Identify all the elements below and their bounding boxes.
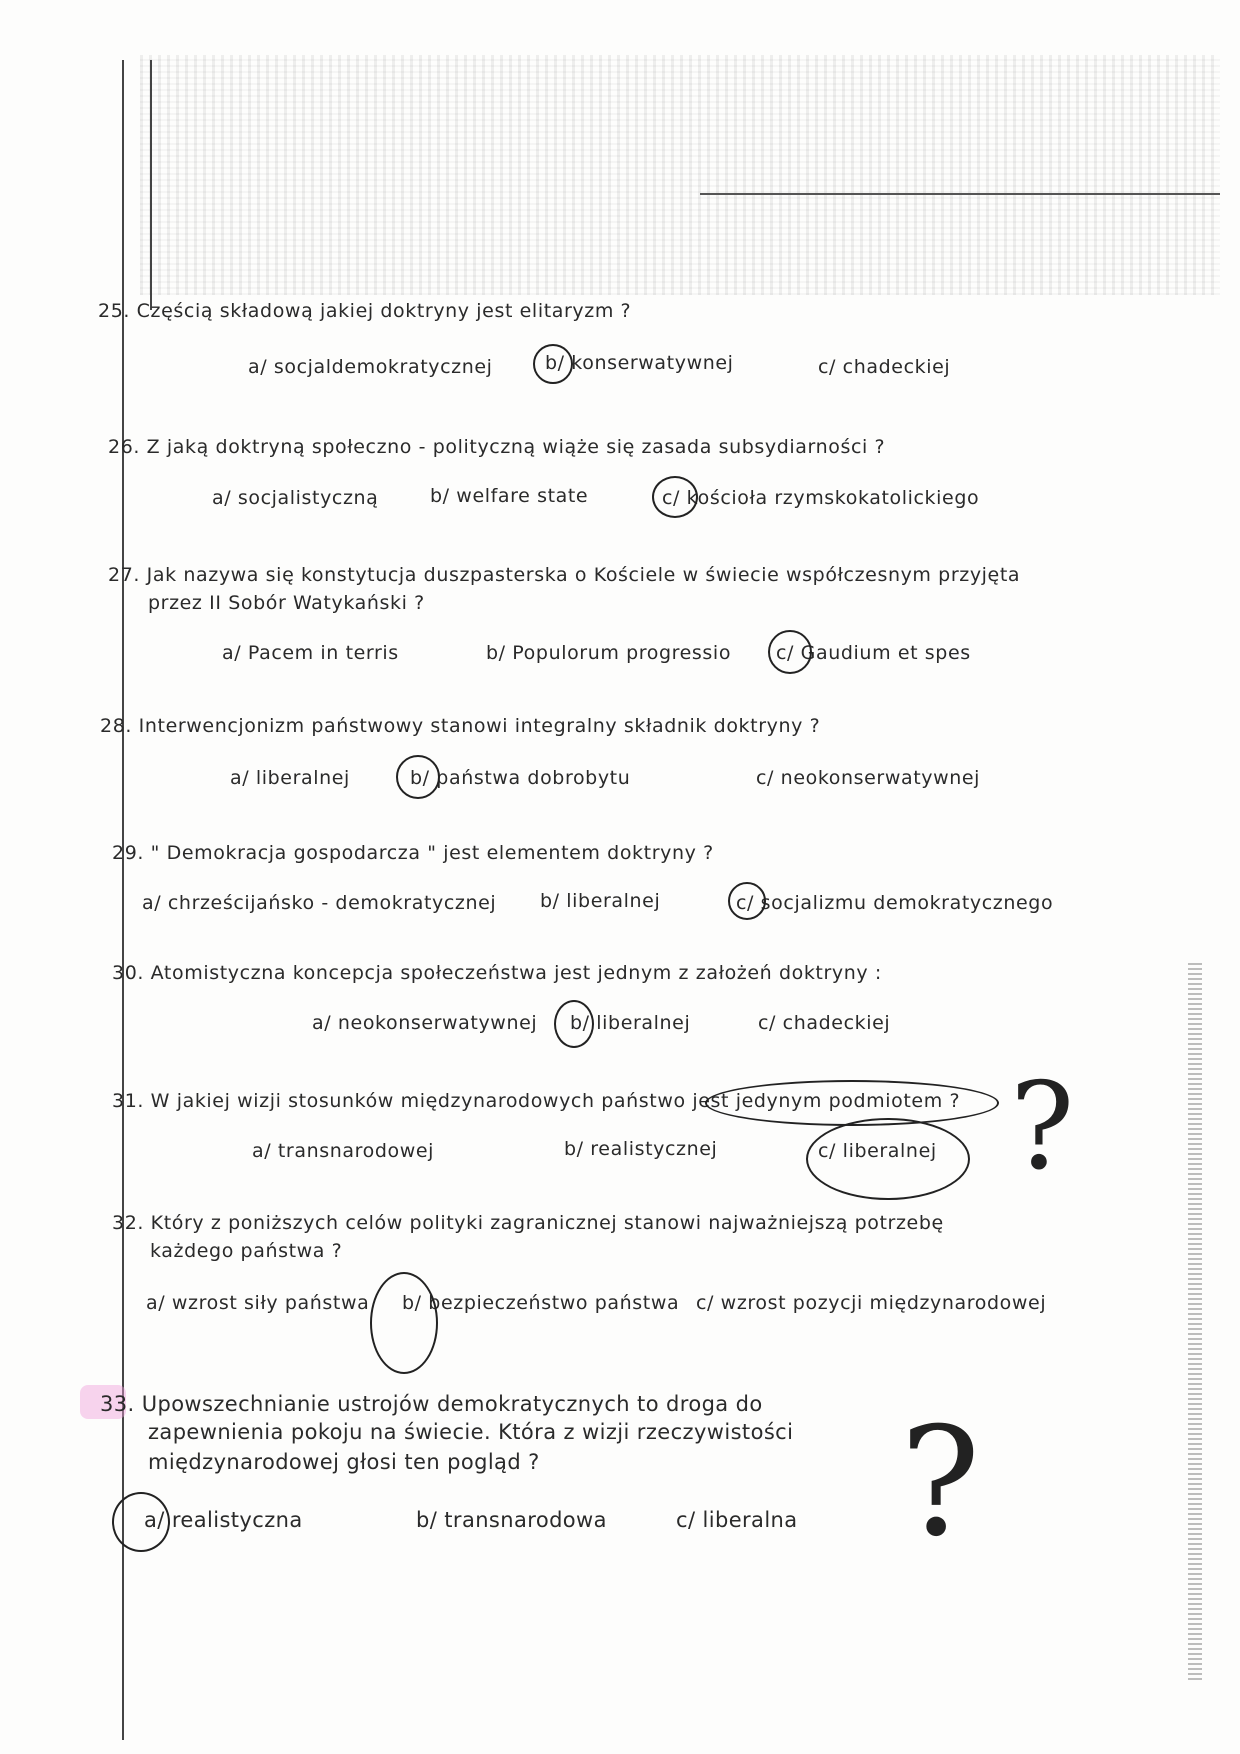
question-number: 32. — [112, 1212, 145, 1234]
question-29 — [112, 842, 714, 864]
question-32-line2: każdego państwa ? — [150, 1240, 343, 1262]
option-26c: c/ kościoła rzymskokatolickiego — [662, 487, 980, 509]
left-margin-line-inner — [150, 60, 152, 310]
question-25 — [98, 300, 631, 322]
option-27c: c/ Gaudium et spes — [776, 642, 971, 664]
answer-circle — [533, 344, 573, 384]
option-28b: b/ państwa dobrobytu — [410, 767, 631, 789]
answer-circle — [370, 1272, 438, 1374]
question-number: 31. — [112, 1090, 145, 1112]
question-33-line2: zapewnienia pokoju na świecie. Która z wizji rzeczywistości — [148, 1420, 794, 1444]
question-33-line3: międzynarodowej głosi ten pogląd ? — [148, 1450, 540, 1474]
question-33 — [100, 1392, 763, 1416]
option-33b: b/ transnarodowa — [416, 1508, 607, 1532]
underline-loop — [705, 1080, 999, 1126]
option-32c: c/ wzrost pozycji międzynarodowej — [696, 1292, 1047, 1314]
option-31a: a/ transnarodowej — [252, 1140, 435, 1162]
option-29c: c/ socjalizmu demokratycznego — [736, 892, 1054, 914]
question-text: Interwencjonizm państwowy stanowi integralny składnik doktryny ? — [138, 715, 821, 737]
question-number: 25. — [98, 300, 131, 322]
scan-edge-noise — [1188, 960, 1202, 1680]
question-text: Który z poniższych celów polityki zagranicznej stanowi najważniejszą potrzebę — [150, 1212, 944, 1234]
question-text: Częścią składową jakiej doktryny jest elitaryzm ? — [136, 300, 632, 322]
option-32a: a/ wzrost siły państwa — [146, 1292, 370, 1314]
answer-circle — [768, 630, 812, 674]
option-27a: a/ Pacem in terris — [222, 642, 399, 664]
option-31b: b/ realistycznej — [564, 1138, 718, 1160]
option-26a: a/ socjalistyczną — [212, 487, 379, 509]
header-rule — [700, 193, 1220, 195]
question-32 — [112, 1212, 944, 1234]
answer-circle — [728, 882, 766, 920]
option-33c: c/ liberalna — [676, 1508, 798, 1532]
question-28 — [100, 715, 820, 737]
option-30c: c/ chadeckiej — [758, 1012, 891, 1034]
question-text: Jak nazywa się konstytucja duszpasterska o Kościele w świecie współczesnym przyjęta — [146, 564, 1021, 586]
option-25c: c/ chadeckiej — [818, 356, 951, 378]
question-number: 26. — [108, 436, 141, 458]
question-number: 30. — [112, 962, 145, 984]
option-28a: a/ liberalnej — [230, 767, 350, 789]
option-30b: b/ liberalnej — [570, 1012, 691, 1034]
question-text: Z jaką doktryną społeczno - polityczną wiąże się zasada subsydiarności ? — [146, 436, 886, 458]
question-number: 33. — [100, 1392, 135, 1416]
option-29b: b/ liberalnej — [540, 890, 661, 912]
option-33a: a/ realistyczna — [144, 1508, 303, 1532]
answer-circle — [652, 476, 698, 518]
option-25b: b/ konserwatywnej — [545, 352, 734, 374]
option-31c: c/ liberalnej — [818, 1140, 937, 1162]
question-27-line2: przez II Sobór Watykański ? — [148, 592, 425, 614]
illegible-header-area — [140, 55, 1220, 295]
option-27b: b/ Populorum progressio — [486, 642, 732, 664]
question-text: " Demokracja gospodarcza " jest elementem doktryny ? — [150, 842, 714, 864]
handwritten-question-mark: ? — [1010, 1058, 1075, 1197]
option-29a: a/ chrześcijańsko - demokratycznej — [142, 892, 497, 914]
handwritten-question-mark: ? — [900, 1396, 981, 1570]
question-text: Atomistyczna koncepcja społeczeństwa jest jednym z założeń doktryny : — [150, 962, 882, 984]
answer-circle — [806, 1118, 970, 1200]
answer-circle — [396, 755, 440, 799]
question-number: 29. — [112, 842, 145, 864]
option-30a: a/ neokonserwatywnej — [312, 1012, 538, 1034]
question-number: 28. — [100, 715, 133, 737]
option-28c: c/ neokonserwatywnej — [756, 767, 981, 789]
option-32b: b/ bezpieczeństwo państwa — [402, 1292, 680, 1314]
option-25a: a/ socjaldemokratycznej — [248, 356, 493, 378]
option-26b: b/ welfare state — [430, 485, 589, 507]
question-number: 27. — [108, 564, 141, 586]
question-27 — [108, 564, 1020, 586]
question-26 — [108, 436, 885, 458]
question-text: Upowszechnianie ustrojów demokratycznych to droga do — [141, 1392, 763, 1416]
answer-circle — [554, 1000, 594, 1048]
question-text: W jakiej wizji stosunków międzynarodowych państwo jest jedynym podmiotem ? — [150, 1090, 961, 1112]
answer-circle — [112, 1492, 170, 1552]
question-30 — [112, 962, 882, 984]
